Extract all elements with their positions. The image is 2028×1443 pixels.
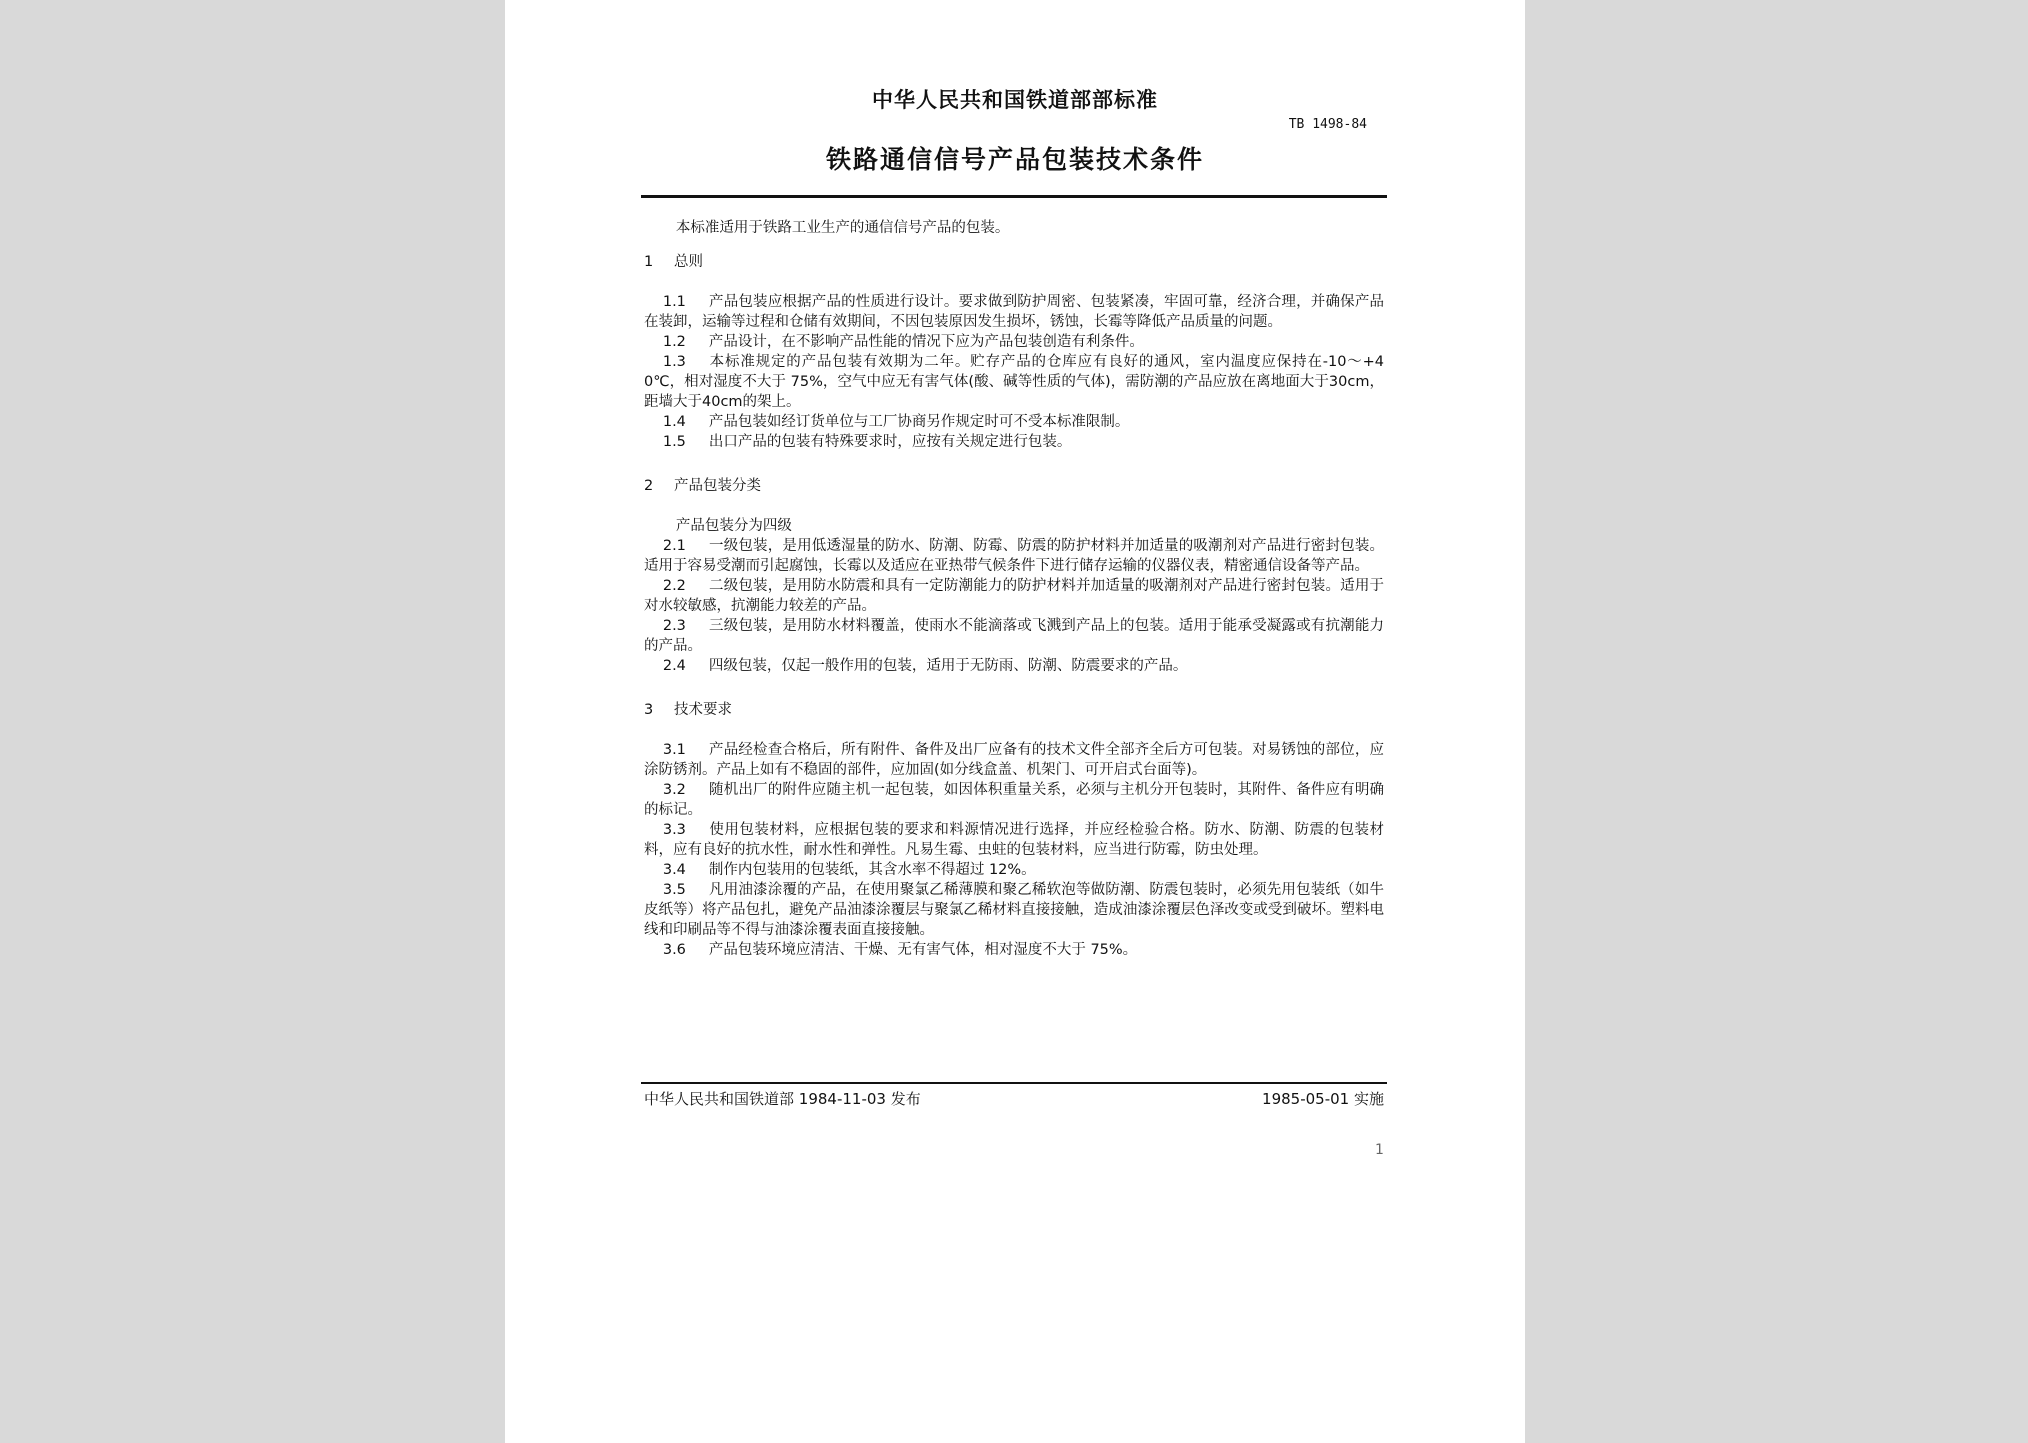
clause-text: 产品设计，在不影响产品性能的情况下应为产品包装创造有利条件。: [708, 334, 1144, 350]
clause-number: 3.3: [662, 822, 686, 838]
clause: [644, 780, 1384, 820]
issue-date: 中华人民共和国铁道部 1984-11-03 发布: [644, 1090, 921, 1108]
clause: [644, 332, 1384, 352]
clause-number: 3.6: [662, 942, 686, 958]
clause-number: 1.2: [662, 334, 686, 350]
clause-text: 产品经检查合格后，所有附件、备件及出厂应备有的技术文件全部齐全后方可包装。对易锈蚀的部位，应涂防锈剂。产品上如有不稳固的部件，应加固(如分线盒盖、机架门、可开启式台面等)。: [644, 742, 1384, 778]
section-number: 2: [644, 478, 654, 494]
footer: [644, 1088, 1384, 1109]
clause-number: 2.3: [662, 618, 686, 634]
clause-text: 制作内包装用的包装纸，其含水率不得超过 12%。: [708, 862, 1036, 878]
intro-paragraph: 本标准适用于铁路工业生产的通信信号产品的包装。: [675, 220, 1010, 236]
footer-rule: [641, 1082, 1387, 1084]
section-heading: [644, 476, 1384, 496]
section-heading: [644, 700, 1384, 720]
clause: [644, 740, 1384, 780]
clause: [644, 616, 1384, 656]
section-number: 1: [644, 254, 654, 270]
clause: [644, 536, 1384, 576]
clause: [644, 292, 1384, 332]
clause-number: 3.2: [662, 782, 686, 798]
clause-text: 一级包装，是用低透湿量的防水、防潮、防霉、防震的防护材料并加适量的吸潮剂对产品进行密封包装。适用于容易受潮而引起腐蚀，长霉以及适应在亚热带气候条件下进行储存运输的仪器仪表，精密通信设备等产品。: [644, 538, 1384, 574]
clause-number: 3.4: [662, 862, 686, 878]
clause: [644, 432, 1384, 452]
clause: [644, 940, 1384, 960]
clause-number: 3.5: [662, 882, 686, 898]
section-number: 3: [644, 702, 654, 718]
document-title: 铁路通信信号产品包装技术条件: [825, 145, 1204, 174]
clause: [644, 820, 1384, 860]
clause-number: 1.5: [662, 434, 686, 450]
clause-number: 2.2: [662, 578, 686, 594]
clause-number: 2.4: [662, 658, 686, 674]
clause-number: 1.1: [662, 294, 686, 310]
clause: [644, 656, 1384, 676]
clause-number: 2.1: [662, 538, 686, 554]
clause-number: 1.3: [662, 354, 686, 370]
section-title: 技术要求: [674, 702, 732, 718]
clause-text: 产品包装应根据产品的性质进行设计。要求做到防护周密、包装紧凑，牢固可靠，经济合理，并确保产品在装卸，运输等过程和仓储有效期间，不因包装原因发生损坏，锈蚀，长霉等降低产品质量的问题。: [644, 294, 1384, 330]
clause-text: 二级包装，是用防水防震和具有一定防潮能力的防护材料并加适量的吸潮剂对产品进行密封包装。适用于对水较敏感，抗潮能力较差的产品。: [644, 578, 1384, 614]
clause-text: 四级包装，仅起一般作用的包装，适用于无防雨、防潮、防震要求的产品。: [708, 658, 1188, 674]
standard-code: TB 1498-84: [1288, 117, 1367, 132]
clause-text: 产品包装环境应清洁、干燥、无有害气体，相对湿度不大于 75%。: [708, 942, 1138, 958]
document-page: [505, 0, 1525, 1443]
clause-text: 凡用油漆涂覆的产品，在使用聚氯乙稀薄膜和聚乙稀软泡等做防潮、防震包装时，必须先用包装纸（如牛皮纸等）将产品包扎，避免产品油漆涂覆层与聚氯乙稀材料直接接触，造成油漆涂覆层色泽改变或受到破坏。塑料电线和印刷品等不得与油漆涂覆表面直接接触。: [644, 882, 1384, 938]
issuing-authority: 中华人民共和国铁道部部标准: [872, 88, 1158, 112]
clause: [644, 352, 1384, 412]
section-title: 总则: [674, 254, 703, 270]
clause-number: 1.4: [662, 414, 686, 430]
section-intro: 产品包装分为四级: [675, 518, 792, 534]
page-number: 1: [1375, 1142, 1384, 1158]
clause: [644, 860, 1384, 880]
clause-text: 本标准规定的产品包装有效期为二年。贮存产品的仓库应有良好的通风，室内温度应保持在-10～+40℃，相对湿度不大于 75%，空气中应无有害气体(酸、碱等性质的气体)，需防潮的产品应放在离地面大于30cm，距墙大于40cm的架上。: [644, 354, 1384, 410]
clause-text: 产品包装如经订货单位与工厂协商另作规定时可不受本标准限制。: [708, 414, 1130, 430]
clause-text: 出口产品的包装有特殊要求时，应按有关规定进行包装。: [708, 434, 1072, 450]
clause-number: 3.1: [662, 742, 686, 758]
section-title: 产品包装分类: [674, 478, 761, 494]
document-body: [644, 218, 1384, 960]
header-rule: [641, 195, 1387, 198]
clause: [644, 576, 1384, 616]
effective-date: 1985-05-01 实施: [1262, 1090, 1384, 1108]
clause-text: 三级包装，是用防水材料覆盖，使雨水不能滴落或飞溅到产品上的包装。适用于能承受凝露或有抗潮能力的产品。: [644, 618, 1384, 654]
clause: [644, 412, 1384, 432]
clause: [644, 880, 1384, 940]
clause-text: 使用包装材料，应根据包装的要求和料源情况进行选择，并应经检验合格。防水、防潮、防震的包装材料，应有良好的抗水性，耐水性和弹性。凡易生霉、虫蛀的包装材料，应当进行防霉，防虫处理。: [644, 822, 1384, 858]
clause-text: 随机出厂的附件应随主机一起包装，如因体积重量关系，必须与主机分开包装时，其附件、备件应有明确的标记。: [644, 782, 1384, 818]
section-heading: [644, 252, 1384, 272]
